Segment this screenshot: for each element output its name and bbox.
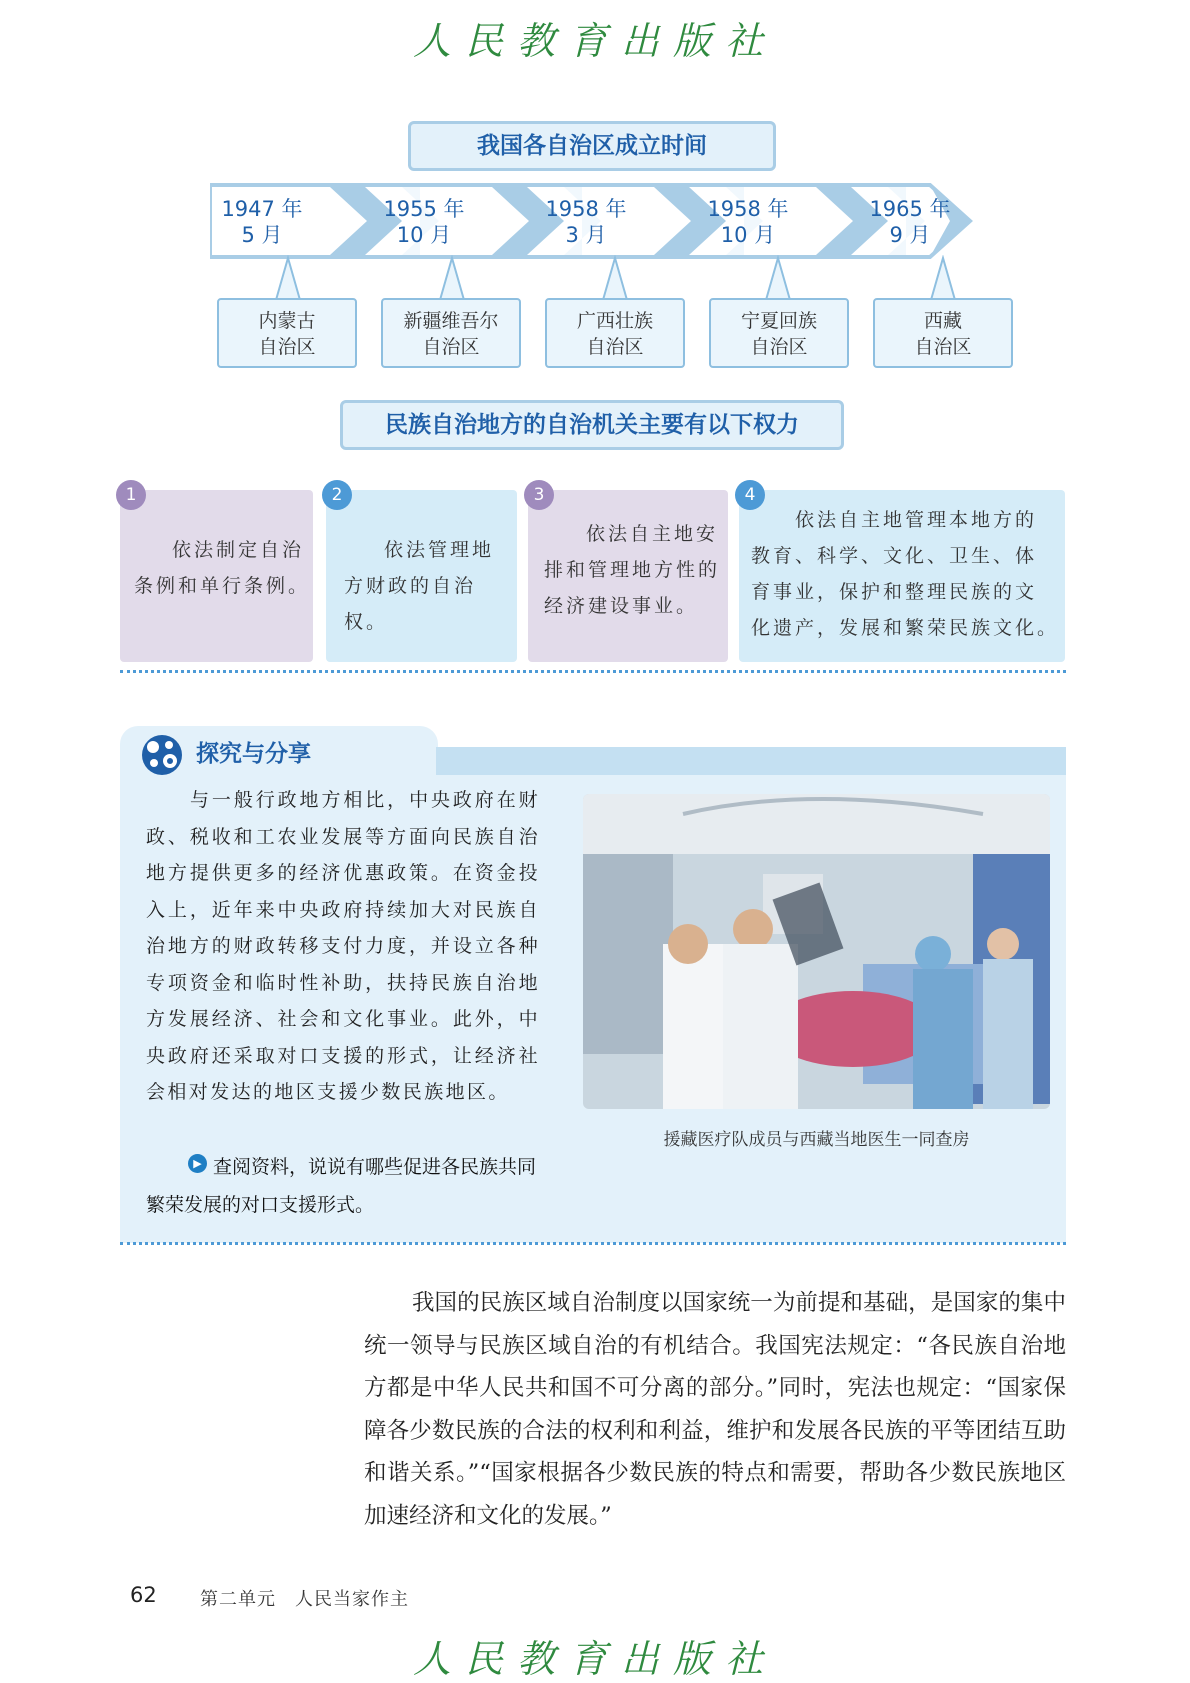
power-card-2 <box>326 485 517 662</box>
timeline-connectors <box>0 255 1190 301</box>
page-number: 62 <box>130 1583 157 1607</box>
explore-question: 查阅资料，说说有哪些促进各民族共同繁荣发展的对口支援形式。 <box>146 1156 537 1216</box>
region-box-3: 广西壮族 自治区 <box>545 298 685 368</box>
dotted-divider <box>120 670 1066 673</box>
photo-caption: 援藏医疗队成员与西藏当地医生一同查房 <box>663 1130 970 1150</box>
powers-title: 民族自治地方的自治机关主要有以下权力 <box>340 400 844 450</box>
power-text: 依法制定自治 条例和单行条例。 <box>134 539 311 597</box>
body-paragraph: 我国的民族区域自治制度以国家统一为前提和基础，是国家的集中统一领导与民族区域自治的有机结合。我国宪法规定：“各民族自治地方都是中华人民共和国不可分离的部分。”同时，宪法也规定：“国家保障各少数民族的合法的权利和利益，维护和发展各民族的平等团结互助和谐关系。”“国家根据各少数民族的特点和需要，帮助各少数民族地区加速经济和文化的发展。” <box>364 1290 1066 1529</box>
power-text: 依法管理地 方财政的自治权。 <box>344 539 495 633</box>
medical-team-photo <box>583 794 1050 1109</box>
publisher-logo-top: 人民教育出版社 <box>412 19 777 63</box>
timeline-date-3: 1958 年 3 月 <box>545 197 627 247</box>
region-box-2: 新疆维吾尔 自治区 <box>381 298 521 368</box>
power-number-badge: 2 <box>322 480 352 510</box>
explore-icon <box>140 733 184 777</box>
play-arrow-icon: ▶ <box>188 1154 207 1173</box>
power-text: 依法自主地管理本地方的 教育、科学、文化、卫生、体 育事业，保护和整理民族的文 化遗产，发展和繁荣民族文化。 <box>751 509 1060 639</box>
region-box-5: 西藏 自治区 <box>873 298 1013 368</box>
power-number-badge: 3 <box>524 480 554 510</box>
timeline-date-5: 1965 年 9 月 <box>869 197 951 247</box>
region-box-4: 宁夏回族 自治区 <box>709 298 849 368</box>
power-text: 依法自主地安 排和管理地方性的 经济建设事业。 <box>544 523 721 617</box>
publisher-logo-bottom: 人民教育出版社 <box>412 1637 777 1681</box>
timeline-date-4: 1958 年 10 月 <box>707 197 789 247</box>
power-number-badge: 1 <box>116 480 146 510</box>
explore-header-bar <box>436 747 1066 775</box>
timeline-title: 我国各自治区成立时间 <box>408 121 776 171</box>
explore-paragraph: 与一般行政地方相比，中央政府在财政、税收和工农业发展等方面向民族自治地方提供更多的经济优惠政策。在资金投入上，近年来中央政府持续加大对民族自治地方的财政转移支付力度，并设立各种专项资金和临时性补助，扶持民族自治地方发展经济、社会和文化事业。此外，中央政府还采取对口支援的形式，让经济社会相对发达的地区支援少数民族地区。 <box>146 789 540 1103</box>
region-box-1: 内蒙古 自治区 <box>217 298 357 368</box>
power-card-4 <box>739 485 1065 662</box>
timeline-date-2: 1955 年 10 月 <box>383 197 465 247</box>
explore-title: 探究与分享 <box>196 741 311 767</box>
power-number-badge: 4 <box>735 480 765 510</box>
power-card-3 <box>528 485 728 662</box>
dotted-divider <box>120 1242 1066 1245</box>
power-card-1 <box>120 485 313 662</box>
unit-title: 第二单元 人民当家作主 <box>200 1589 409 1610</box>
timeline-date-1: 1947 年 5 月 <box>221 197 303 247</box>
